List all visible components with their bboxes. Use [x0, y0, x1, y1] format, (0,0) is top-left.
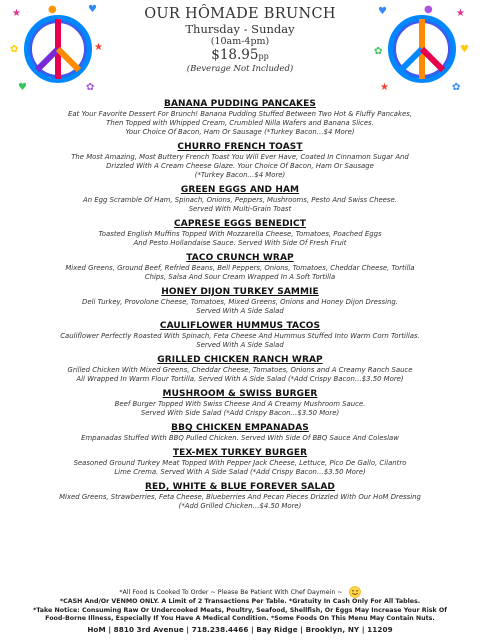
svg-text:●: ●: [48, 4, 57, 15]
menu-item-description-line: Your Choice Of Bacon, Ham Or Sausage (*Turkey Bacon…$4 More): [125, 128, 355, 136]
menu-item-name: HONEY DIJON TURKEY SAMMIE: [161, 287, 319, 297]
svg-text:✿: ✿: [374, 46, 383, 57]
menu-item: [10, 482, 470, 511]
menu-item-name: GREEN EGGS AND HAM: [180, 185, 300, 195]
menu-item-description: [10, 298, 470, 316]
menu-item-name: CAULIFLOWER HUMMUS TACOS: [159, 321, 321, 331]
menu-item-description-line: Seasoned Ground Turkey Meat Topped With Pepper Jack Cheese, Lettuce, Pico De Gallo, Cilantro: [73, 459, 407, 467]
menu-item-description-line: All Wrapped In Warm Flour Tortilla. Served With A Side Salad (*Add Crispy Bacon…$3.50 More): [76, 375, 404, 383]
menu-item: [10, 142, 470, 180]
footer-note-order: *All Food Is Cooked To Order ~ Please Be Patient With Chef Daymein ~: [119, 589, 343, 596]
menu-item-description: [10, 196, 470, 214]
hours-text: (10am-4pm): [210, 36, 270, 47]
menu-item-description: [10, 366, 470, 384]
menu-item-description-line: Chips, Salsa And Sour Cream Wrapped In A Soft Tortilla: [144, 273, 336, 281]
svg-text:✿: ✿: [86, 82, 95, 93]
menu-item-description-line: An Egg Scramble Of Ham, Spinach, Onions, Peppers, Mushrooms, Pesto And Swiss Cheese.: [83, 196, 397, 204]
footer-note-warning-1: *Take Notice: Consuming Raw Or Undercooked Meats, Poultry, Seafood, Shellfish, Or Eggs May Increase Your Risk Of: [32, 606, 448, 614]
menu-item-description-line: Mixed Greens, Strawberries, Feta Cheese, Blueberries And Pecan Pieces Drizzled With Our HoM Dressing: [59, 493, 421, 501]
menu-item-name: MUSHROOM & SWISS BURGER: [162, 389, 318, 399]
footer-note-warning-2: Food-Borne Illness, Especially If You Have A Medical Condition. *Some Foods On This Menu May Contain Nuts.: [45, 615, 435, 622]
svg-text:♥: ♥: [88, 4, 97, 15]
menu-item-description-line: The Most Amazing, Most Buttery French Toast You Will Ever Have, Coated In Cinnamon Sugar And: [71, 153, 409, 161]
svg-text:♥: ♥: [460, 44, 469, 55]
menu-item-description: [10, 434, 470, 443]
days-text: Thursday - Sunday: [185, 22, 295, 36]
menu-item-description: [10, 459, 470, 477]
menu-item-description-line: Drizzled With A Cream Cheese Glaze. Your Choice Of Bacon, Ham Or Sausage: [106, 162, 374, 170]
beverage-note: (Beverage Not Included): [186, 64, 294, 74]
menu-item-name: CHURRO FRENCH TOAST: [177, 142, 303, 152]
svg-text:★: ★: [380, 82, 389, 93]
menu-header: [0, 6, 480, 75]
menu-item-name: TACO CRUNCH WRAP: [186, 253, 294, 263]
price-suffix: pp: [258, 52, 269, 61]
svg-text:♥: ♥: [18, 82, 27, 93]
menu-item-name: BANANA PUDDING PANCAKES: [164, 99, 316, 109]
svg-text:●: ●: [424, 4, 433, 15]
menu-item-description-line: Beef Burger Topped With Swiss Cheese And A Creamy Mushroom Sauce.: [114, 400, 366, 408]
svg-text:★: ★: [12, 8, 21, 19]
menu-item-description-line: Eat Your Favorite Dessert For Brunch! Banana Pudding Stuffed Between Two Hot & Fluffy Pancakes,: [68, 110, 412, 118]
menu-item-description-line: Then Topped with Whipped Cream, Crumbled Nilla Wafers and Banana Slices.: [106, 119, 374, 127]
menu-item: [10, 287, 470, 316]
menu-item-description-line: (*Turkey Bacon…$4 More): [194, 171, 286, 179]
svg-text:✿: ✿: [10, 44, 19, 55]
menu-item-description: [10, 110, 470, 137]
menu-item-description-line: Lime Crema. Served With A Side Salad (*Add Crispy Bacon…$3.50 More): [114, 468, 366, 476]
page-title: OUR HÔMADE BRUNCH: [144, 6, 336, 22]
price-value: $18.95: [211, 47, 259, 63]
menu-item-description: [10, 493, 470, 511]
menu-item: [10, 423, 470, 443]
svg-text:✿: ✿: [452, 82, 461, 93]
menu-item-description: [10, 264, 470, 282]
footer-note-payment: *CASH And/Or VENMO ONLY. A Limit of 2 Transactions Per Table. *Gratuity In Cash Only For All Tables.: [59, 598, 421, 605]
menu-item: [10, 99, 470, 137]
footer-contact: HoM | 8810 3rd Avenue | 718.238.4466 | Bay Ridge | Brooklyn, NY | 11209: [87, 624, 393, 634]
menu-item-description-line: (*Add Grilled Chicken…$4.50 More): [178, 502, 302, 510]
menu-item: [10, 448, 470, 477]
smiley-face-icon: [349, 586, 361, 598]
svg-text:★: ★: [456, 8, 465, 19]
menu-item-description-line: Cauliflower Perfectly Roasted With Spinach, Feta Cheese And Hummus Stuffed Into Warm Corn Tortillas.: [60, 332, 420, 340]
menu-item-description: [10, 332, 470, 350]
menu-item-name: RED, WHITE & BLUE FOREVER SALAD: [145, 482, 335, 492]
svg-text:★: ★: [94, 42, 103, 53]
menu-item-name: TEX-MEX TURKEY BURGER: [172, 448, 308, 458]
menu-item-description-line: Served With A Side Salad: [196, 307, 284, 315]
svg-text:♥: ♥: [378, 6, 387, 17]
menu-item-description: [10, 153, 470, 180]
menu-footer: [0, 586, 480, 634]
menu-item: [10, 253, 470, 282]
menu-item: [10, 185, 470, 214]
menu-item-description-line: Served With Multi-Grain Toast: [188, 205, 292, 213]
menu-item-description-line: Deli Turkey, Provolone Cheese, Tomatoes, Mixed Greens, Onions and Honey Dijon Dressing.: [82, 298, 398, 306]
menu-item-description-line: Served With A Side Salad: [196, 341, 284, 349]
menu-item-description-line: Served With Side Salad (*Add Crispy Bacon…$3.50 More): [140, 409, 340, 417]
menu-item: [10, 219, 470, 248]
menu-item-description-line: Grilled Chicken With Mixed Greens, Cheddar Cheese, Tomatoes, Onions and A Creamy Ranch Sauce: [67, 366, 413, 374]
menu-item-description: [10, 230, 470, 248]
menu-item-name: GRILLED CHICKEN RANCH WRAP: [157, 355, 323, 365]
menu-item-description: [10, 400, 470, 418]
menu-item-description-line: Toasted English Muffins Topped With Mozzarella Cheese, Tomatoes, Poached Eggs: [98, 230, 382, 238]
menu-item-description-line: And Pesto Hollandaise Sauce. Served With Side Of Fresh Fruit: [133, 239, 347, 247]
menu-item-name: CAPRESE EGGS BENEDICT: [174, 219, 306, 229]
price-text: [0, 48, 480, 64]
menu-list: [10, 99, 470, 516]
menu-item: [10, 355, 470, 384]
menu-item-description-line: Empanadas Stuffed With BBQ Pulled Chicken. Served With Side Of BBQ Sauce And Coleslaw: [81, 434, 399, 442]
menu-item: [10, 321, 470, 350]
menu-item-name: BBQ CHICKEN EMPANADAS: [171, 423, 309, 433]
menu-item-description-line: Mixed Greens, Ground Beef, Refried Beans, Bell Peppers, Onions, Tomatoes, Cheddar Cheese, Tortilla: [65, 264, 415, 272]
menu-item: [10, 389, 470, 418]
